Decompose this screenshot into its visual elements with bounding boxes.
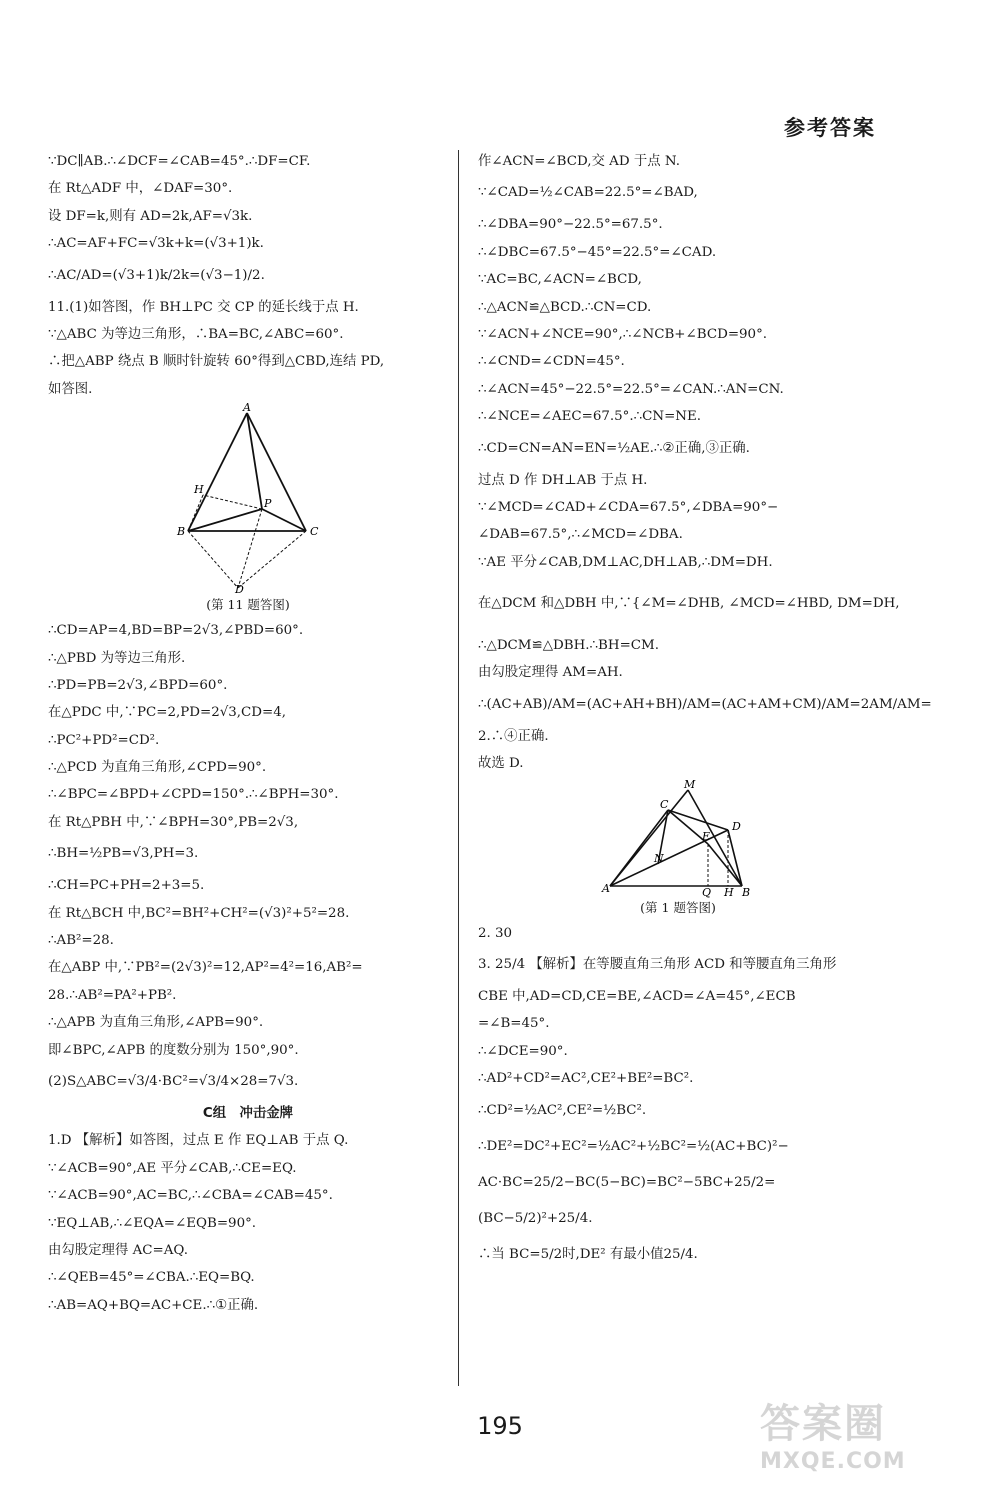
text-line: 在 Rt△PBH 中,∵∠BPH=30°,PB=2√3, bbox=[48, 814, 299, 830]
column-divider bbox=[458, 150, 459, 1386]
section-title: C组 冲击金牌 bbox=[202, 1105, 294, 1121]
text-line: AC·BC=25/2−BC(5−BC)=BC²−5BC+25/2= bbox=[478, 1174, 776, 1190]
text-line: ∵∠ACB=90°,AE 平分∠CAB,∴CE=EQ. bbox=[48, 1160, 297, 1176]
left-lines-b bbox=[48, 617, 448, 1100]
text-line: ∵DC∥AB.∴∠DCF=∠CAB=45°.∴DF=CF. bbox=[48, 154, 311, 169]
text-line: ∴∠CND=∠CDN=45°. bbox=[478, 354, 625, 370]
text-line: ∴∠DBA=90°−22.5°=67.5°. bbox=[478, 217, 663, 233]
text-line: 由勾股定理得 AC=AQ. bbox=[48, 1242, 188, 1258]
fig1-label-Q: Q bbox=[702, 885, 712, 899]
text-line: ∴BH=½PB=√3,PH=3. bbox=[48, 846, 199, 862]
page-number: 195 bbox=[477, 1412, 523, 1440]
fig1-label-M: M bbox=[684, 777, 696, 791]
text-line: ∴△PCD 为直角三角形,∠CPD=90°. bbox=[48, 760, 267, 776]
text-line: ∴把△ABP 绕点 B 顺时针旋转 60°得到△CBD,连结 PD, bbox=[48, 354, 385, 370]
fig1-label-C: C bbox=[660, 797, 669, 811]
text-line: 1.D 【解析】如答图，过点 E 作 EQ⊥AB 于点 Q. bbox=[48, 1133, 349, 1149]
text-line: 作∠ACN=∠BCD,交 AD 于点 N. bbox=[478, 154, 680, 169]
fig1-label-E: E bbox=[702, 829, 711, 843]
left-lines-a bbox=[48, 148, 448, 403]
figure-1 bbox=[478, 777, 878, 899]
fig11-label-P: P bbox=[264, 497, 272, 511]
fig11-label-B: B bbox=[177, 525, 186, 539]
figure-11 bbox=[48, 401, 448, 597]
text-line: ∵∠CAD=½∠CAB=22.5°=∠BAD, bbox=[478, 185, 698, 201]
text-line: ∴△DCM≌△DBH.∴BH=CM. bbox=[478, 638, 660, 654]
text-line: ∴∠ACN=45°−22.5°=22.5°=∠CAN.∴AN=CN. bbox=[478, 381, 784, 397]
text-line: ∠DAB=67.5°,∴∠MCD=∠DBA. bbox=[478, 527, 683, 543]
text-line: 28.∴AB²=PA²+PB². bbox=[48, 987, 177, 1003]
text-line: 3. 25/4 【解析】在等腰直角三角形 ACD 和等腰直角三角形 bbox=[478, 957, 837, 973]
text-line: ∵EQ⊥AB,∴∠EQA=∠EQB=90°. bbox=[48, 1215, 257, 1231]
text-line: ∴AC/AD=(√3+1)k/2k=(√3−1)/2. bbox=[48, 267, 265, 283]
text-line: ∴AB²=28. bbox=[48, 933, 114, 949]
text-line: 设 DF=k,则有 AD=2k,AF=√3k. bbox=[48, 208, 253, 224]
fig1-label-H: H bbox=[724, 885, 734, 899]
right-lines-a bbox=[478, 148, 932, 778]
right-lines-b bbox=[478, 920, 878, 1273]
left-column bbox=[48, 148, 448, 1319]
text-line: ∴∠BPC=∠BPD+∠CPD=150°.∴∠BPH=30°. bbox=[48, 787, 339, 803]
text-line: ∴CH=PC+PH=2+3=5. bbox=[48, 878, 205, 894]
text-line: ∴CD=CN=AN=EN=½AE.∴②正确,③正确. bbox=[478, 440, 750, 456]
text-line: ∴PD=PB=2√3,∠BPD=60°. bbox=[48, 677, 228, 693]
figure-1-diagram bbox=[478, 777, 878, 899]
text-line: ∴△ACN≌△BCD.∴CN=CD. bbox=[478, 299, 652, 315]
figure-1-caption: (第 1 题答图) bbox=[640, 899, 716, 915]
fig1-label-A: A bbox=[602, 881, 610, 895]
text-line: ∵△ABC 为等边三角形，∴BA=BC,∠ABC=60°. bbox=[48, 326, 344, 342]
text-line: ∵∠MCD=∠CAD+∠CDA=67.5°,∠DBA=90°− bbox=[478, 499, 779, 515]
text-line: ∴PC²+PD²=CD². bbox=[48, 732, 160, 748]
text-line: ∴△PBD 为等边三角形. bbox=[48, 650, 186, 666]
text-line: ∴CD²=½AC²,CE²=½BC². bbox=[478, 1102, 647, 1118]
text-line: 在 Rt△BCH 中,BC²=BH²+CH²=(√3)²+5²=28. bbox=[48, 905, 350, 921]
text-line: ∴∠NCE=∠AEC=67.5°.∴CN=NE. bbox=[478, 409, 702, 425]
text-line: (2)S△ABC=√3/4·BC²=√3/4×28=7√3. bbox=[48, 1073, 299, 1089]
page-header-title: 参考答案 bbox=[784, 116, 876, 140]
fig11-label-A: A bbox=[243, 401, 251, 415]
text-line: =∠B=45°. bbox=[478, 1016, 550, 1032]
figure-11-diagram bbox=[48, 401, 448, 597]
watermark-text: 答案圈 bbox=[760, 1401, 886, 1447]
text-line: ∵∠ACN+∠NCE=90°,∴∠NCB+∠BCD=90°. bbox=[478, 326, 768, 342]
text-line: ∴∠QEB=45°=∠CBA.∴EQ=BQ. bbox=[48, 1270, 255, 1286]
text-line: ∴AC=AF+FC=√3k+k=(√3+1)k. bbox=[48, 236, 264, 252]
text-line: ∵∠ACB=90°,AC=BC,∴∠CBA=∠CAB=45°. bbox=[48, 1188, 333, 1204]
text-line: 如答图. bbox=[48, 381, 93, 397]
text-line: ∴当 BC=5/2时,DE² 有最小值25/4. bbox=[478, 1246, 698, 1262]
text-line: 2. 30 bbox=[478, 925, 513, 941]
text-line: 2.∴④正确. bbox=[478, 728, 549, 744]
text-line: 在△PDC 中,∵PC=2,PD=2√3,CD=4, bbox=[48, 705, 286, 721]
text-line: 在 Rt△ADF 中，∠DAF=30°. bbox=[48, 181, 233, 197]
fig11-label-D: D bbox=[235, 583, 244, 597]
text-line: 故选 D. bbox=[478, 756, 524, 772]
fig1-label-B: B bbox=[742, 885, 751, 899]
text-line: ∴△APB 为直角三角形,∠APB=90°. bbox=[48, 1015, 264, 1031]
watermark-url: MXQE.COM bbox=[760, 1449, 906, 1474]
text-line: CBE 中,AD=CD,CE=BE,∠ACD=∠A=45°,∠ECB bbox=[478, 989, 796, 1005]
text-line: 在△ABP 中,∵PB²=(2√3)²=12,AP²=4²=16,AB²= bbox=[48, 960, 363, 976]
figure-11-caption: (第 11 题答图) bbox=[206, 597, 290, 613]
text-line: ∵AC=BC,∠ACN=∠BCD, bbox=[478, 272, 642, 288]
text-line: ∴DE²=DC²+EC²=½AC²+½BC²=½(AC+BC)²− bbox=[478, 1138, 789, 1154]
watermark-logo bbox=[760, 1392, 970, 1474]
text-line: 在△DCM 和△DBH 中,∵{∠M=∠DHB, ∠MCD=∠HBD, DM=DH, bbox=[478, 596, 900, 612]
fig11-label-H: H bbox=[194, 483, 204, 497]
text-line: 由勾股定理得 AM=AH. bbox=[478, 665, 623, 681]
text-line: ∴AD²+CD²=AC²,CE²+BE²=BC². bbox=[478, 1071, 694, 1087]
text-line: ∴(AC+AB)/AM=(AC+AH+BH)/AM=(AC+AM+CM)/AM=2AM/AM= bbox=[478, 696, 932, 712]
text-line: ∴CD=AP=4,BD=BP=2√3,∠PBD=60°. bbox=[48, 623, 304, 639]
text-line: 过点 D 作 DH⊥AB 于点 H. bbox=[478, 472, 648, 488]
right-column bbox=[478, 148, 932, 1273]
text-line: 即∠BPC,∠APB 的度数分别为 150°,90°. bbox=[48, 1042, 299, 1058]
text-line: ∴AB=AQ+BQ=AC+CE.∴①正确. bbox=[48, 1297, 259, 1313]
text-line: ∵AE 平分∠CAB,DM⊥AC,DH⊥AB,∴DM=DH. bbox=[478, 554, 773, 570]
fig11-label-C: C bbox=[310, 525, 319, 539]
text-line: ∴∠DBC=67.5°−45°=22.5°=∠CAD. bbox=[478, 244, 717, 260]
fig1-label-D: D bbox=[732, 819, 741, 833]
text-line: 11.(1)如答图，作 BH⊥PC 交 CP 的延长线于点 H. bbox=[48, 299, 359, 315]
text-line: (BC−5/2)²+25/4. bbox=[478, 1210, 593, 1226]
fig1-label-N: N bbox=[654, 851, 664, 865]
text-line: ∴∠DCE=90°. bbox=[478, 1043, 568, 1059]
left-lines-c bbox=[48, 1127, 448, 1319]
